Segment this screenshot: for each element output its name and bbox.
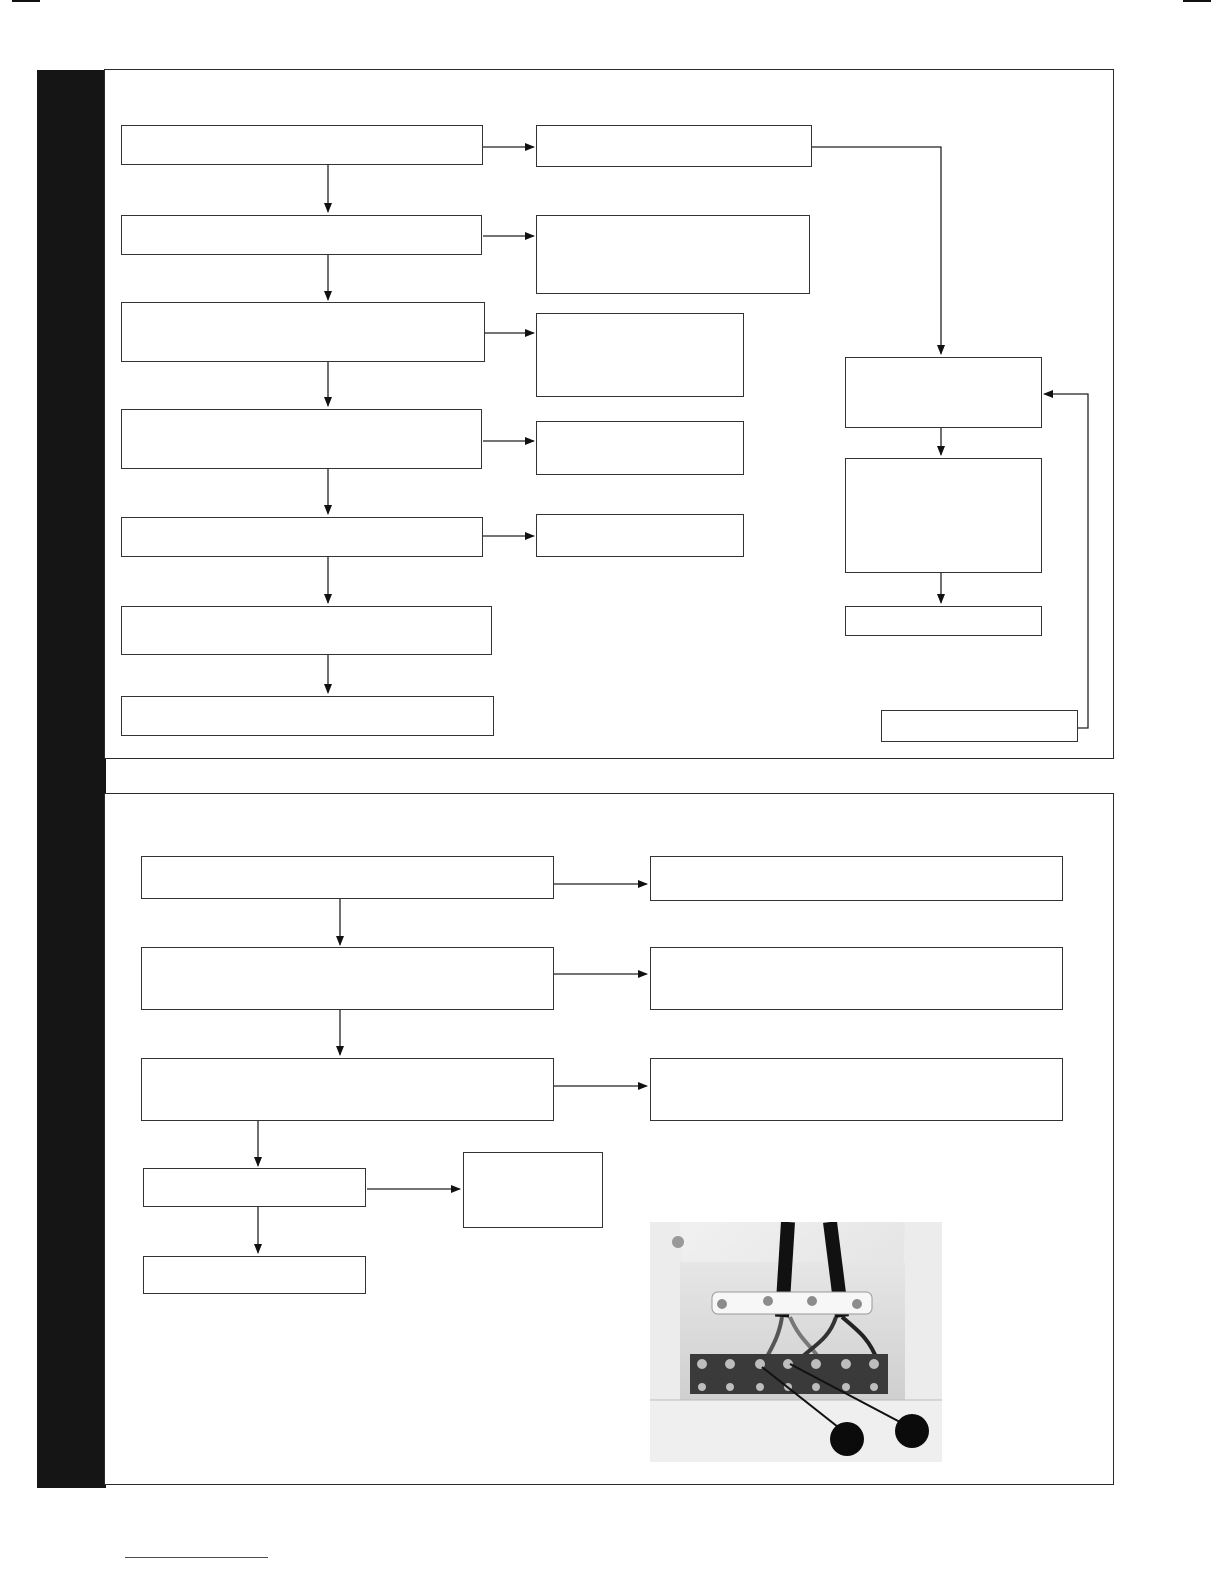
- flow-box: [650, 1058, 1063, 1121]
- flow-box: [141, 856, 554, 899]
- flow-box: [141, 1058, 554, 1121]
- flow-box: [121, 215, 482, 255]
- callout-marker: [895, 1414, 929, 1448]
- flow-box: [536, 514, 744, 557]
- terminal-block-photo: [650, 1222, 942, 1462]
- flow-box: [845, 357, 1042, 428]
- footer-link[interactable]: [125, 1557, 268, 1558]
- flow-box: [845, 458, 1042, 573]
- flow-box: [121, 696, 494, 736]
- flow-box: [463, 1152, 603, 1228]
- flow-box: [536, 421, 744, 475]
- flow-box-loop-start: [881, 710, 1078, 742]
- flow-box: [141, 947, 554, 1010]
- callout-marker: [830, 1422, 864, 1456]
- flow-box: [536, 313, 744, 397]
- flow-box: [121, 125, 483, 165]
- flow-box: [143, 1168, 366, 1207]
- flow-box: [121, 409, 482, 469]
- flow-box: [121, 517, 483, 557]
- flow-box: [845, 606, 1042, 636]
- flow-box: [536, 215, 810, 294]
- flow-box: [121, 302, 485, 362]
- flow-box: [143, 1256, 366, 1294]
- flow-box: [536, 125, 812, 167]
- flow-box: [650, 947, 1063, 1010]
- flow-box: [121, 606, 492, 655]
- flow-box: [650, 856, 1063, 901]
